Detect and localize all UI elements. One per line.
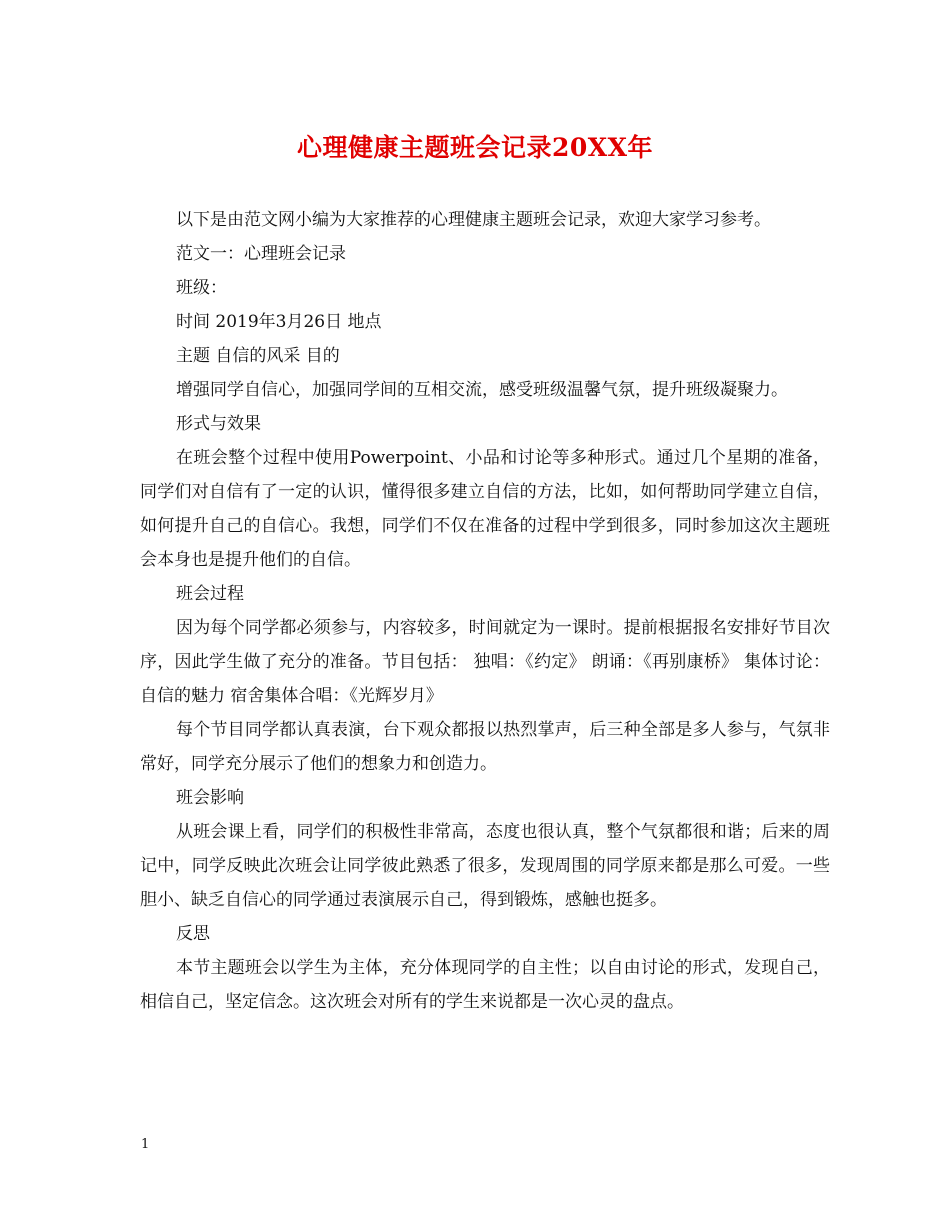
section-heading-process: 班会过程 bbox=[176, 584, 244, 604]
section-heading-reflection: 反思 bbox=[176, 924, 210, 944]
impact-paragraph: 从班会课上看，同学们的积极性非常高，态度也很认真，整个气氛都很和谐；后来的周记中，同学反映此次班会让同学彼此熟悉了很多，发现周围的同学原来都是那么可爱。一些胆小、缺乏自信心的同学通过表演展示自己，得到锻炼，感触也挺多。 bbox=[140, 822, 830, 910]
form-effect-paragraph: 在班会整个过程中使用Powerpoint、小品和讨论等多种形式。通过几个星期的准备，同学们对自信有了一定的认识，懂得很多建立自信的方法，比如，如何帮助同学建立自信，如何提升自己的自信心。我想，同学们不仅在准备的过程中学到很多，同时参加这次主题班会本身也是提升他们的自信。 bbox=[140, 448, 830, 570]
document-body bbox=[140, 203, 830, 1019]
page-number: 1 bbox=[141, 1137, 150, 1152]
reflection-paragraph: 本节主题班会以学生为主体，充分体现同学的自主性；以自由讨论的形式，发现自己，相信自己，坚定信念。这次班会对所有的学生来说都是一次心灵的盘点。 bbox=[140, 958, 830, 1012]
purpose-paragraph: 增强同学自信心，加强同学间的互相交流，感受班级温馨气氛，提升班级凝聚力。 bbox=[176, 380, 788, 400]
theme-purpose-field: 主题 自信的风采 目的 bbox=[176, 346, 340, 366]
sample-heading: 范文一：心理班会记录 bbox=[176, 244, 346, 264]
intro-paragraph: 以下是由范文网小编为大家推荐的心理健康主题班会记录，欢迎大家学习参考。 bbox=[176, 210, 771, 230]
section-heading-form-effect: 形式与效果 bbox=[176, 414, 261, 434]
process-paragraph: 因为每个同学都必须参与，内容较多，时间就定为一课时。提前根据报名安排好节目次序，因此学生做了充分的准备。节目包括： 独唱：《约定》 朗诵：《再别康桥》 集体讨论：自信的魅力 宿舍集体合唱：《光辉岁月》 bbox=[140, 618, 830, 706]
performance-paragraph: 每个节目同学都认真表演，台下观众都报以热烈掌声，后三种全部是多人参与，气氛非常好，同学充分展示了他们的想象力和创造力。 bbox=[140, 720, 830, 774]
document-title: 心理健康主题班会记录20XX年 bbox=[296, 133, 654, 162]
class-field: 班级： bbox=[176, 278, 227, 298]
section-heading-impact: 班会影响 bbox=[176, 788, 244, 808]
time-location-field: 时间 2019年3月26日 地点 bbox=[176, 312, 382, 332]
